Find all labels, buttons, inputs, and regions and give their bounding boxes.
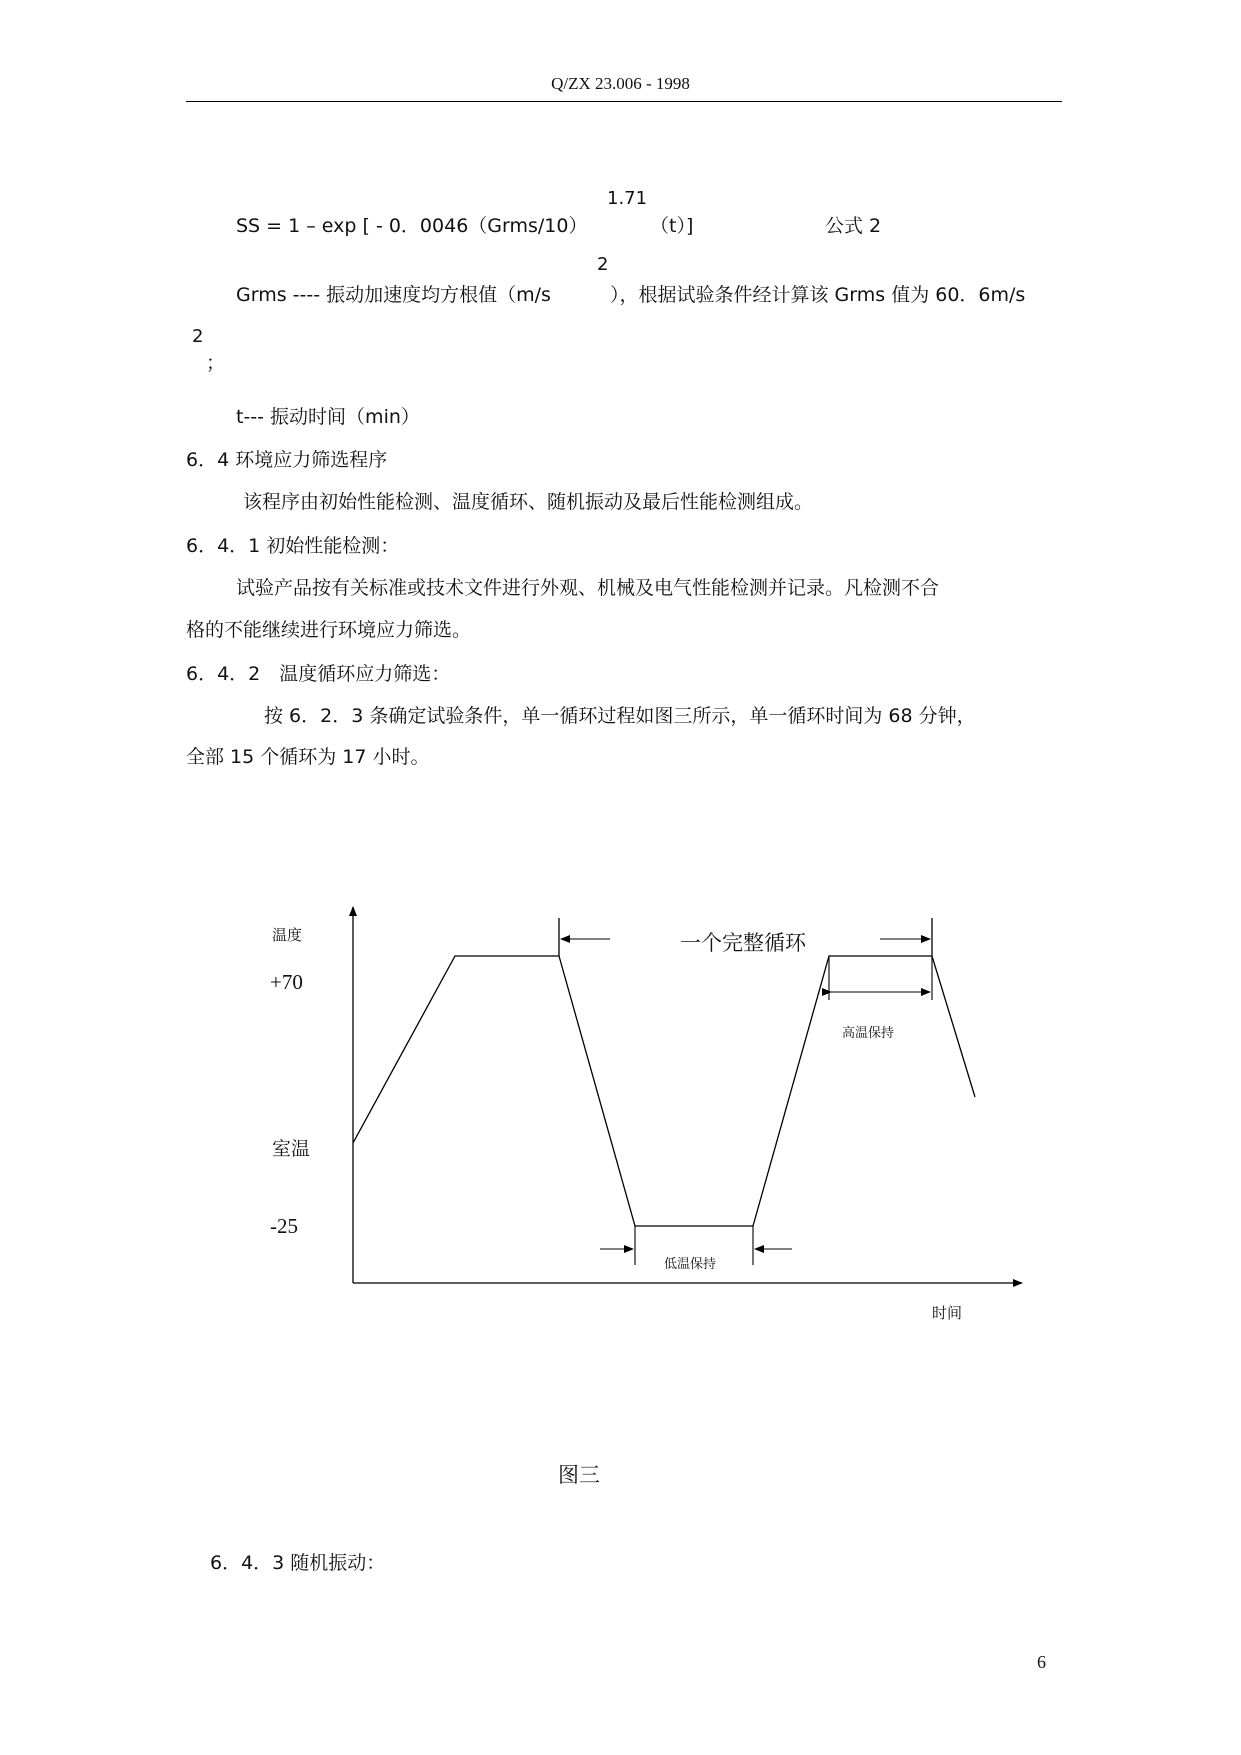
page-number: 6 <box>1037 1652 1046 1672</box>
section-6-4-title: 6．4 环境应力筛选程序 <box>186 449 388 471</box>
grms-definition-rest: ），根据试验条件经计算该 Grms 值为 60．6m/s <box>610 284 1026 306</box>
tick-label-room-temp: 室温 <box>272 1138 311 1160</box>
section-6-4-2-body-line1: 按 6．2．3 条确定试验条件，单一循环过程如图三所示，单一循环时间为 68 分钟， <box>264 705 976 727</box>
high-hold-label: 高温保持 <box>842 1026 895 1041</box>
section-6-4-2-body-line2: 全部 15 个循环为 17 小时。 <box>186 746 430 768</box>
formula-tail: （t）] <box>650 215 694 237</box>
grms-wrap-semicolon: ； <box>206 352 226 374</box>
t-definition: t--- 振动时间（min） <box>236 406 420 428</box>
tick-label-high: +70 <box>270 970 303 994</box>
section-6-4-1-body-line1: 试验产品按有关标准或技术文件进行外观、机械及电气性能检测并记录。凡检测不合 <box>236 577 940 599</box>
formula-exponent: 1.71 <box>607 188 648 209</box>
section-6-4-3-title: 6．4．3 随机振动： <box>210 1552 386 1574</box>
low-hold-label: 低温保持 <box>664 1257 717 1272</box>
tick-label-low: -25 <box>270 1214 298 1238</box>
cycle-label: 一个完整循环 <box>678 927 808 957</box>
formula-main: SS = 1 – exp [ - 0．0046（Grms/10） <box>236 215 588 237</box>
figure-caption: 图三 <box>558 1463 600 1487</box>
section-6-4-1-body-line2: 格的不能继续进行环境应力筛选。 <box>186 619 472 641</box>
formula-label: 公式 2 <box>825 215 882 237</box>
x-axis-label: 时间 <box>932 1304 963 1322</box>
grms-definition: Grms ---- 振动加速度均方根值（m/s <box>236 284 551 306</box>
y-axis-label: 温度 <box>272 926 303 944</box>
section-6-4-body: 该程序由初始性能检测、温度循环、随机振动及最后性能检测组成。 <box>243 491 814 513</box>
temperature-profile-line <box>353 956 975 1226</box>
doc-header-code: Q/ZX 23.006 - 1998 <box>551 74 690 93</box>
section-6-4-1-title: 6．4．1 初始性能检测： <box>186 535 400 557</box>
grms-wrap-superscript: 2 <box>192 326 204 347</box>
grms-unit-superscript: 2 <box>597 254 609 275</box>
section-6-4-2-title: 6．4．2 温度循环应力筛选： <box>186 663 451 685</box>
